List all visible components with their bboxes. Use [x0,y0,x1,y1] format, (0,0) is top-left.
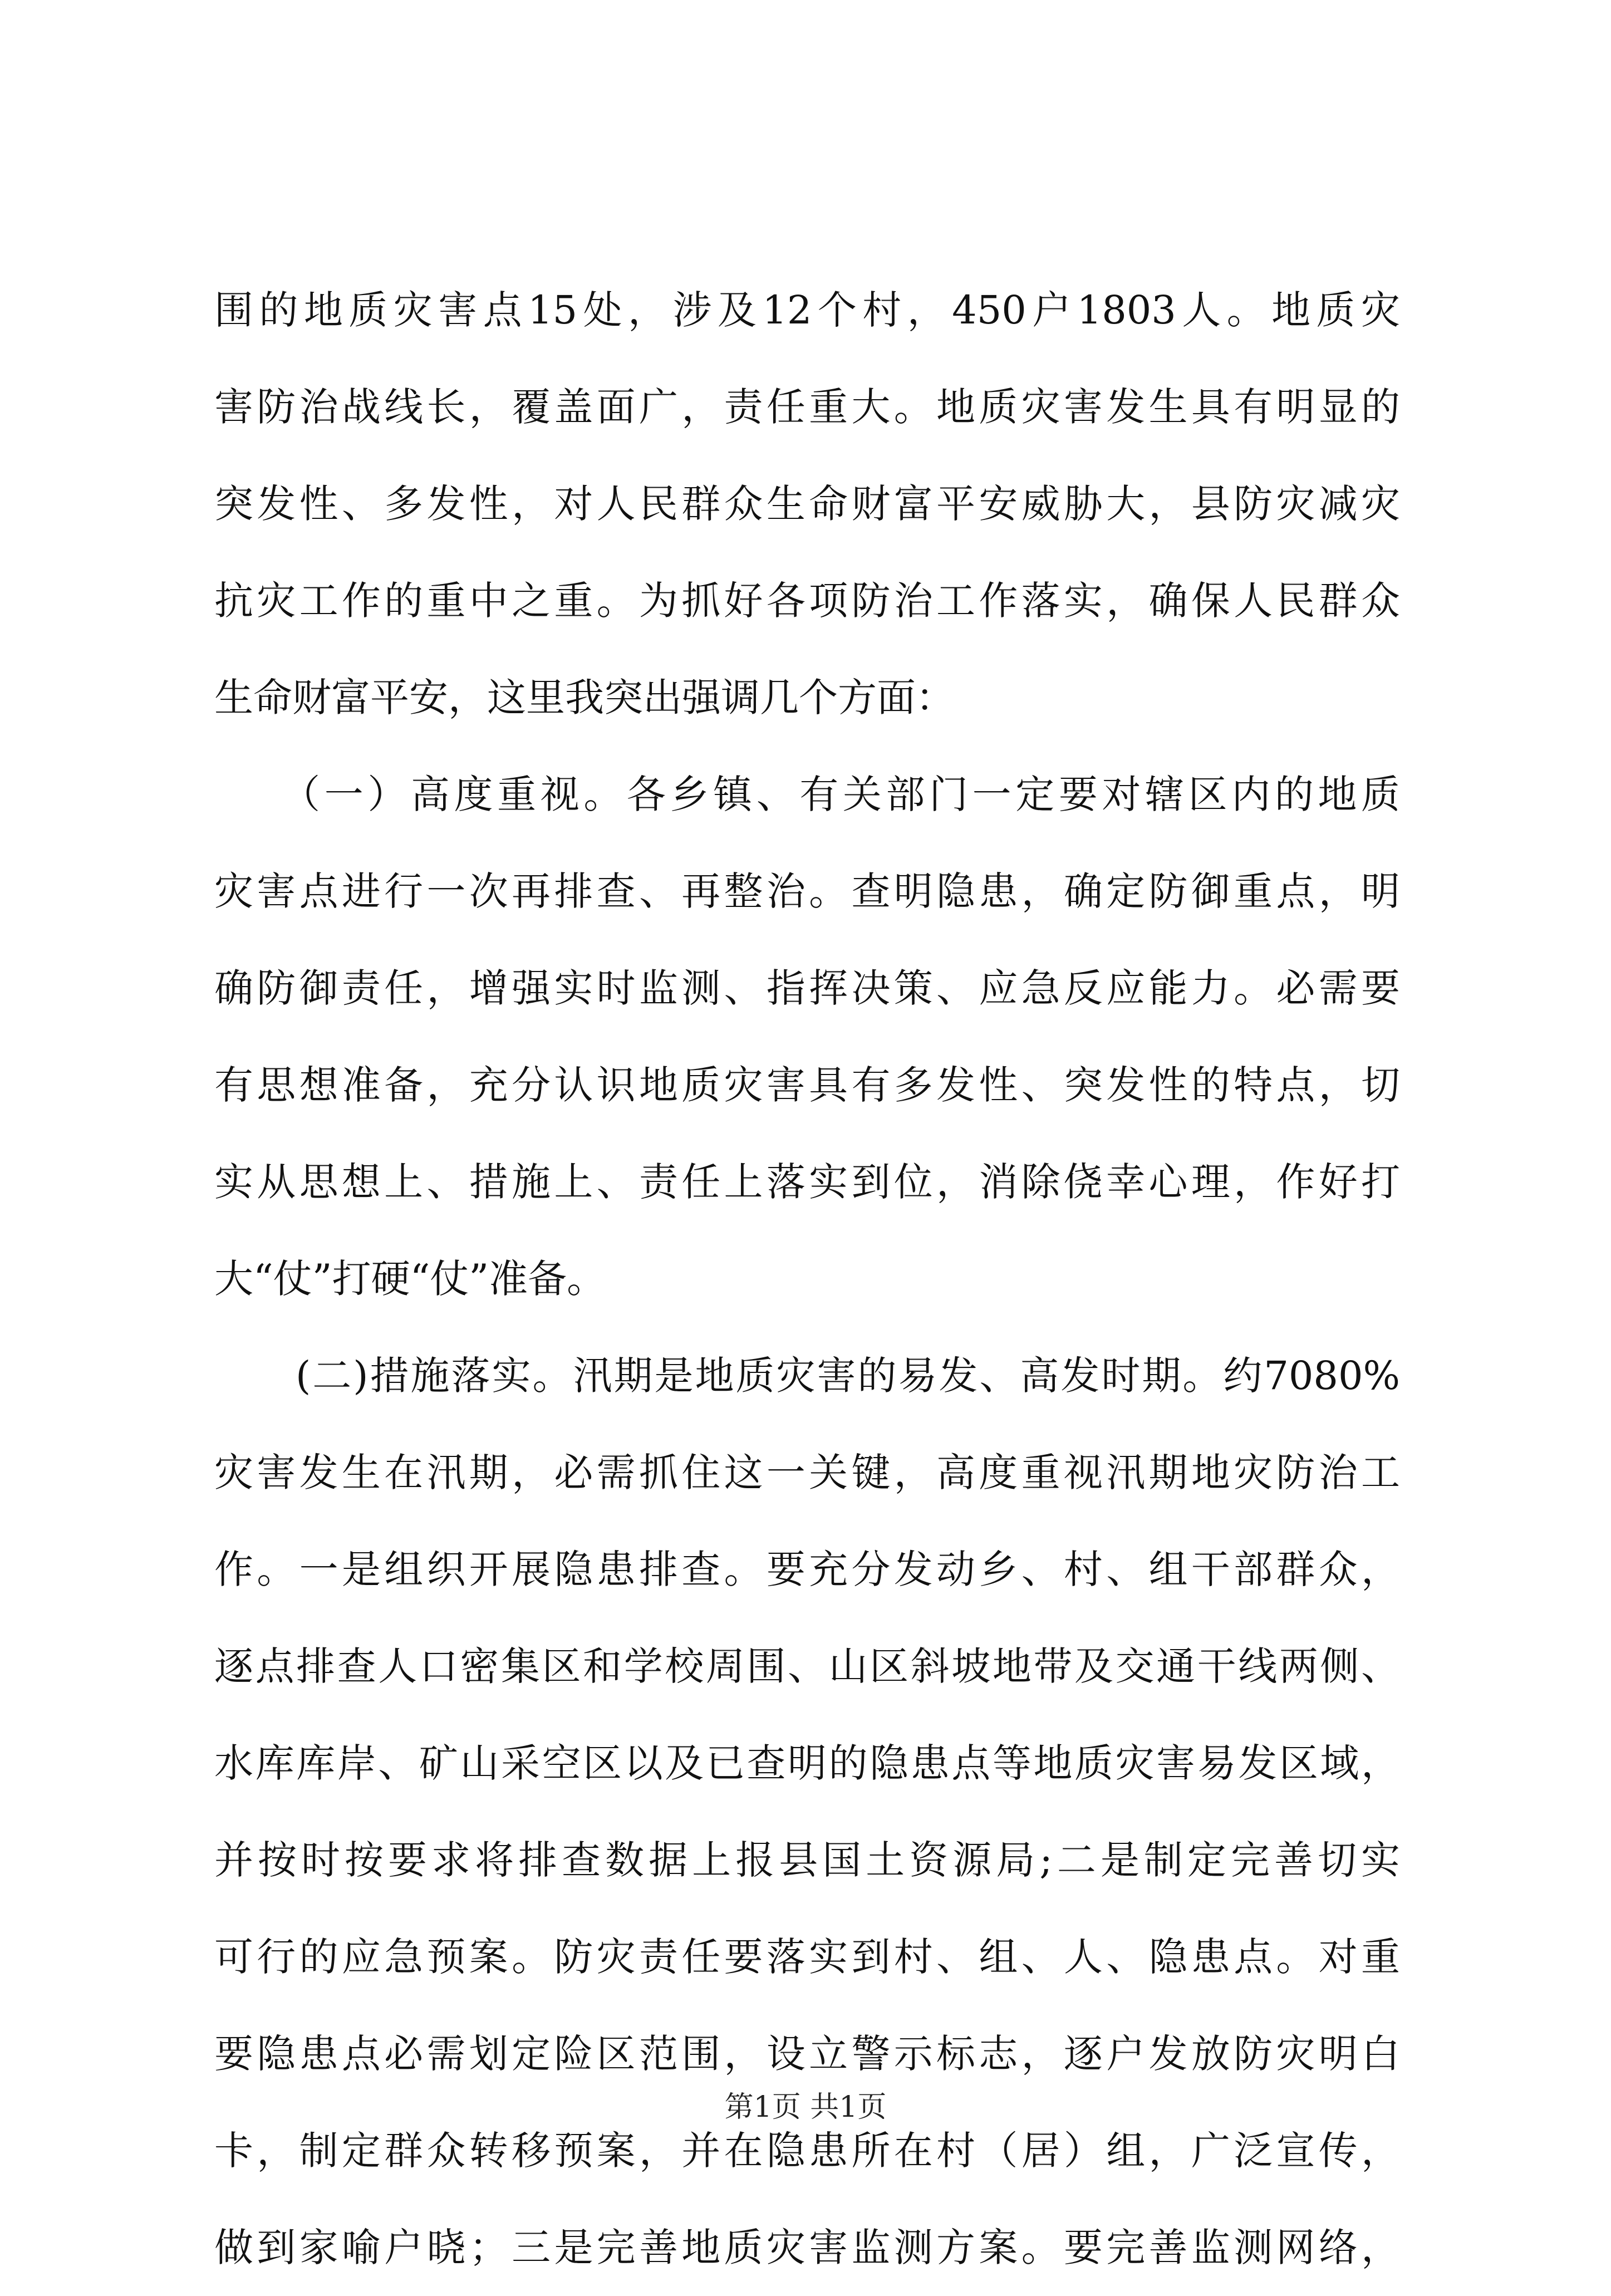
text-line: 突发性、多发性，对人民群众生命财富平安威胁大，县防灾减灾 [214,481,1400,527]
body-text [214,262,1400,2296]
page-footer [0,2085,1611,2130]
text-line: 有思想准备，充分认识地质灾害具有多发性、突发性的特点，切 [214,1062,1400,1108]
text-line: 逐点排查人口密集区和学校周围、山区斜坡地带及交通干线两侧、 [214,1643,1400,1689]
text-line: 灾害发生在汛期，必需抓住这一关键，高度重视汛期地灾防治工 [214,1450,1400,1495]
text-line: 灾害点进行一次再排查、再整治。查明隐患，确定防御重点，明 [214,869,1400,914]
text-line: 确防御责任，增强实时监测、指挥决策、应急反应能力。必需要 [214,965,1400,1011]
page-number-label: 第1页 共1页 [724,2091,887,2124]
text-line: 围的地质灾害点15处，涉及12个村，450户1803人。地质灾 [214,287,1400,333]
text-line: 大“仗”打硬“仗”准备。 [214,1256,606,1302]
text-line: 实从思想上、措施上、责任上落实到位，消除侥幸心理，作好打 [214,1159,1400,1205]
text-line: 作。一是组织开展隐患排查。要充分发动乡、村、组干部群众， [214,1547,1400,1592]
text-line: （一）高度重视。各乡镇、有关部门一定要对辖区内的地质 [214,772,1400,817]
text-line: 并按时按要求将排查数据上报县国土资源局;二是制定完善切实 [214,1837,1400,1883]
text-line: 可行的应急预案。防灾责任要落实到村、组、人、隐患点。对重 [214,1934,1400,1980]
text-line: 水库库岸、矿山采空区以及已查明的隐患点等地质灾害易发区域， [214,1740,1400,1786]
text-line: 抗灾工作的重中之重。为抓好各项防治工作落实，确保人民群众 [214,578,1400,624]
text-line: 害防治战线长，覆盖面广，责任重大。地质灾害发生具有明显的 [214,384,1400,430]
text-line: 生命财富平安，这里我突出强调几个方面： [214,675,955,720]
text-line: 做到家喻户晓；三是完善地质灾害监测方案。要完善监测网络， [214,2225,1400,2270]
text-line: (二)措施落实。汛期是地质灾害的易发、高发时期。约7080% [214,1353,1400,1399]
text-line: 要隐患点必需划定险区范围，设立警示标志，逐户发放防灾明白 [214,2031,1400,2077]
text-line: 卡，制定群众转移预案，并在隐患所在村（居）组，广泛宣传， [214,2128,1400,2174]
